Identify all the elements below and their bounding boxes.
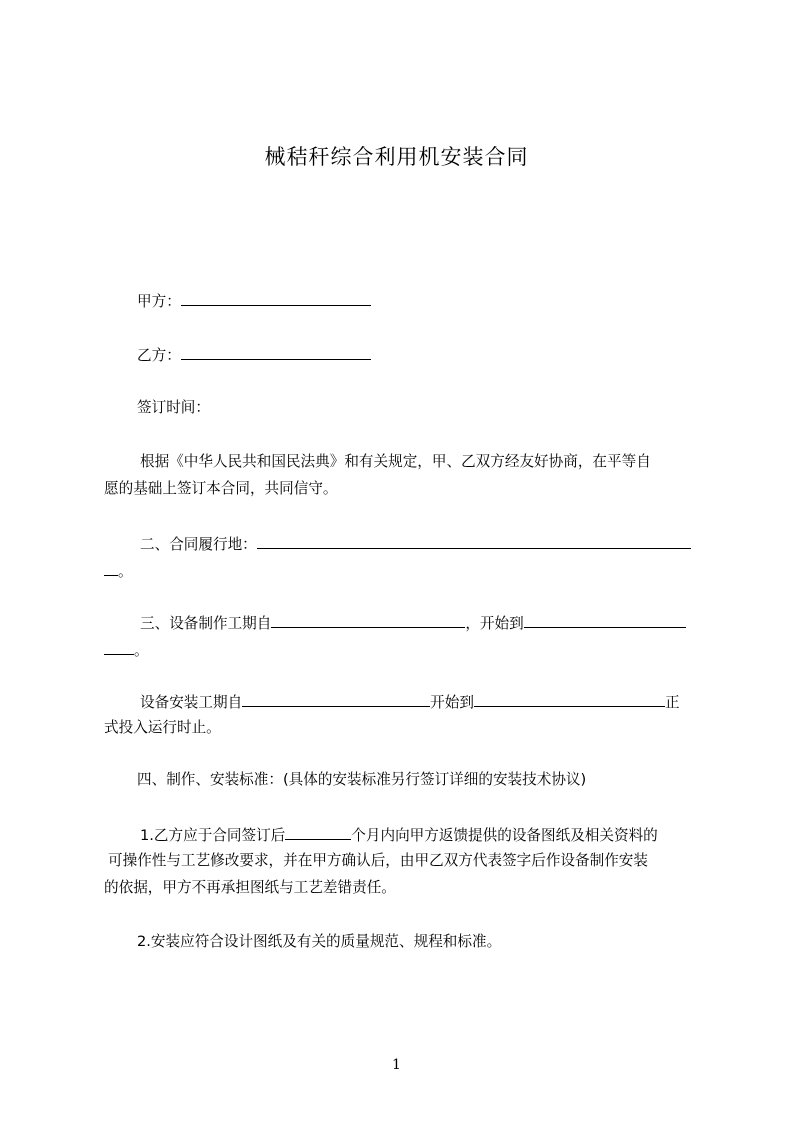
manufacture-start-blank[interactable] xyxy=(271,612,465,628)
manufacture-end-blank[interactable] xyxy=(524,612,686,628)
page-number: 1 xyxy=(392,1057,401,1073)
party-b-blank[interactable] xyxy=(181,344,371,360)
place-of-performance-blank[interactable] xyxy=(257,533,691,549)
manufacture-end-blank-cont[interactable] xyxy=(104,639,134,655)
clause-3-label: 三、设备制作工期自 xyxy=(140,615,272,632)
install-start-blank[interactable] xyxy=(242,691,430,707)
install-end-blank[interactable] xyxy=(474,691,665,707)
clause-2-line-2 xyxy=(104,560,704,582)
install-mid: 开始到 xyxy=(430,694,474,711)
install-period-line xyxy=(104,691,740,713)
sign-time-line xyxy=(104,398,737,418)
party-a-blank[interactable] xyxy=(181,290,371,306)
clause-2-end: 。 xyxy=(118,563,133,580)
item-1-line-1 xyxy=(104,824,740,846)
clause-3-line-2 xyxy=(104,639,704,661)
item-1-line-3: 的依据，甲方不再承担图纸与工艺差错责任。 xyxy=(104,879,396,896)
party-b-label: 乙方： xyxy=(137,347,181,364)
item-1-line-2: 可操作性与工艺修改要求，并在甲方确认后，由甲乙双方代表签字后作设备制作安装 xyxy=(108,852,648,869)
months-blank[interactable] xyxy=(285,824,351,840)
install-end-char: 正 xyxy=(664,694,680,711)
preamble-line-2: 愿的基础上签订本合同，共同信守。 xyxy=(104,480,338,497)
item-1-prefix: 1.乙方应于合同签订后 xyxy=(140,827,286,844)
party-a-label: 甲方： xyxy=(137,293,181,310)
clause-4-heading: 四、制作、安装标准：(具体的安装标准另行签订详细的安装技术协议) xyxy=(137,771,587,788)
install-period-line-2: 式投入运行时止。 xyxy=(104,719,221,736)
sign-time-label: 签订时间： xyxy=(137,399,210,416)
clause-3-end: 。 xyxy=(134,642,149,659)
item-2-line: 2.安装应符合设计图纸及有关的质量规范、规程和标准。 xyxy=(137,933,502,950)
preamble-line-1: 根据《中华人民共和国民法典》和有关规定，甲、乙双方经友好协商，在平等自 xyxy=(140,453,651,470)
item-1-suffix: 个月内向甲方返馈提供的设备图纸及相关资料的 xyxy=(351,827,658,844)
clause-3-line xyxy=(104,612,740,634)
install-label: 设备安装工期自 xyxy=(140,694,243,711)
clause-2-line xyxy=(104,533,740,555)
place-of-performance-blank-cont[interactable] xyxy=(104,560,118,576)
party-a-line xyxy=(104,290,737,312)
clause-3-mid: ，开始到 xyxy=(465,615,524,632)
party-b-line xyxy=(104,344,737,366)
clause-2-label: 二、合同履行地： xyxy=(140,536,257,553)
contract-title: 械秸秆综合利用机安装合同 xyxy=(264,145,529,169)
